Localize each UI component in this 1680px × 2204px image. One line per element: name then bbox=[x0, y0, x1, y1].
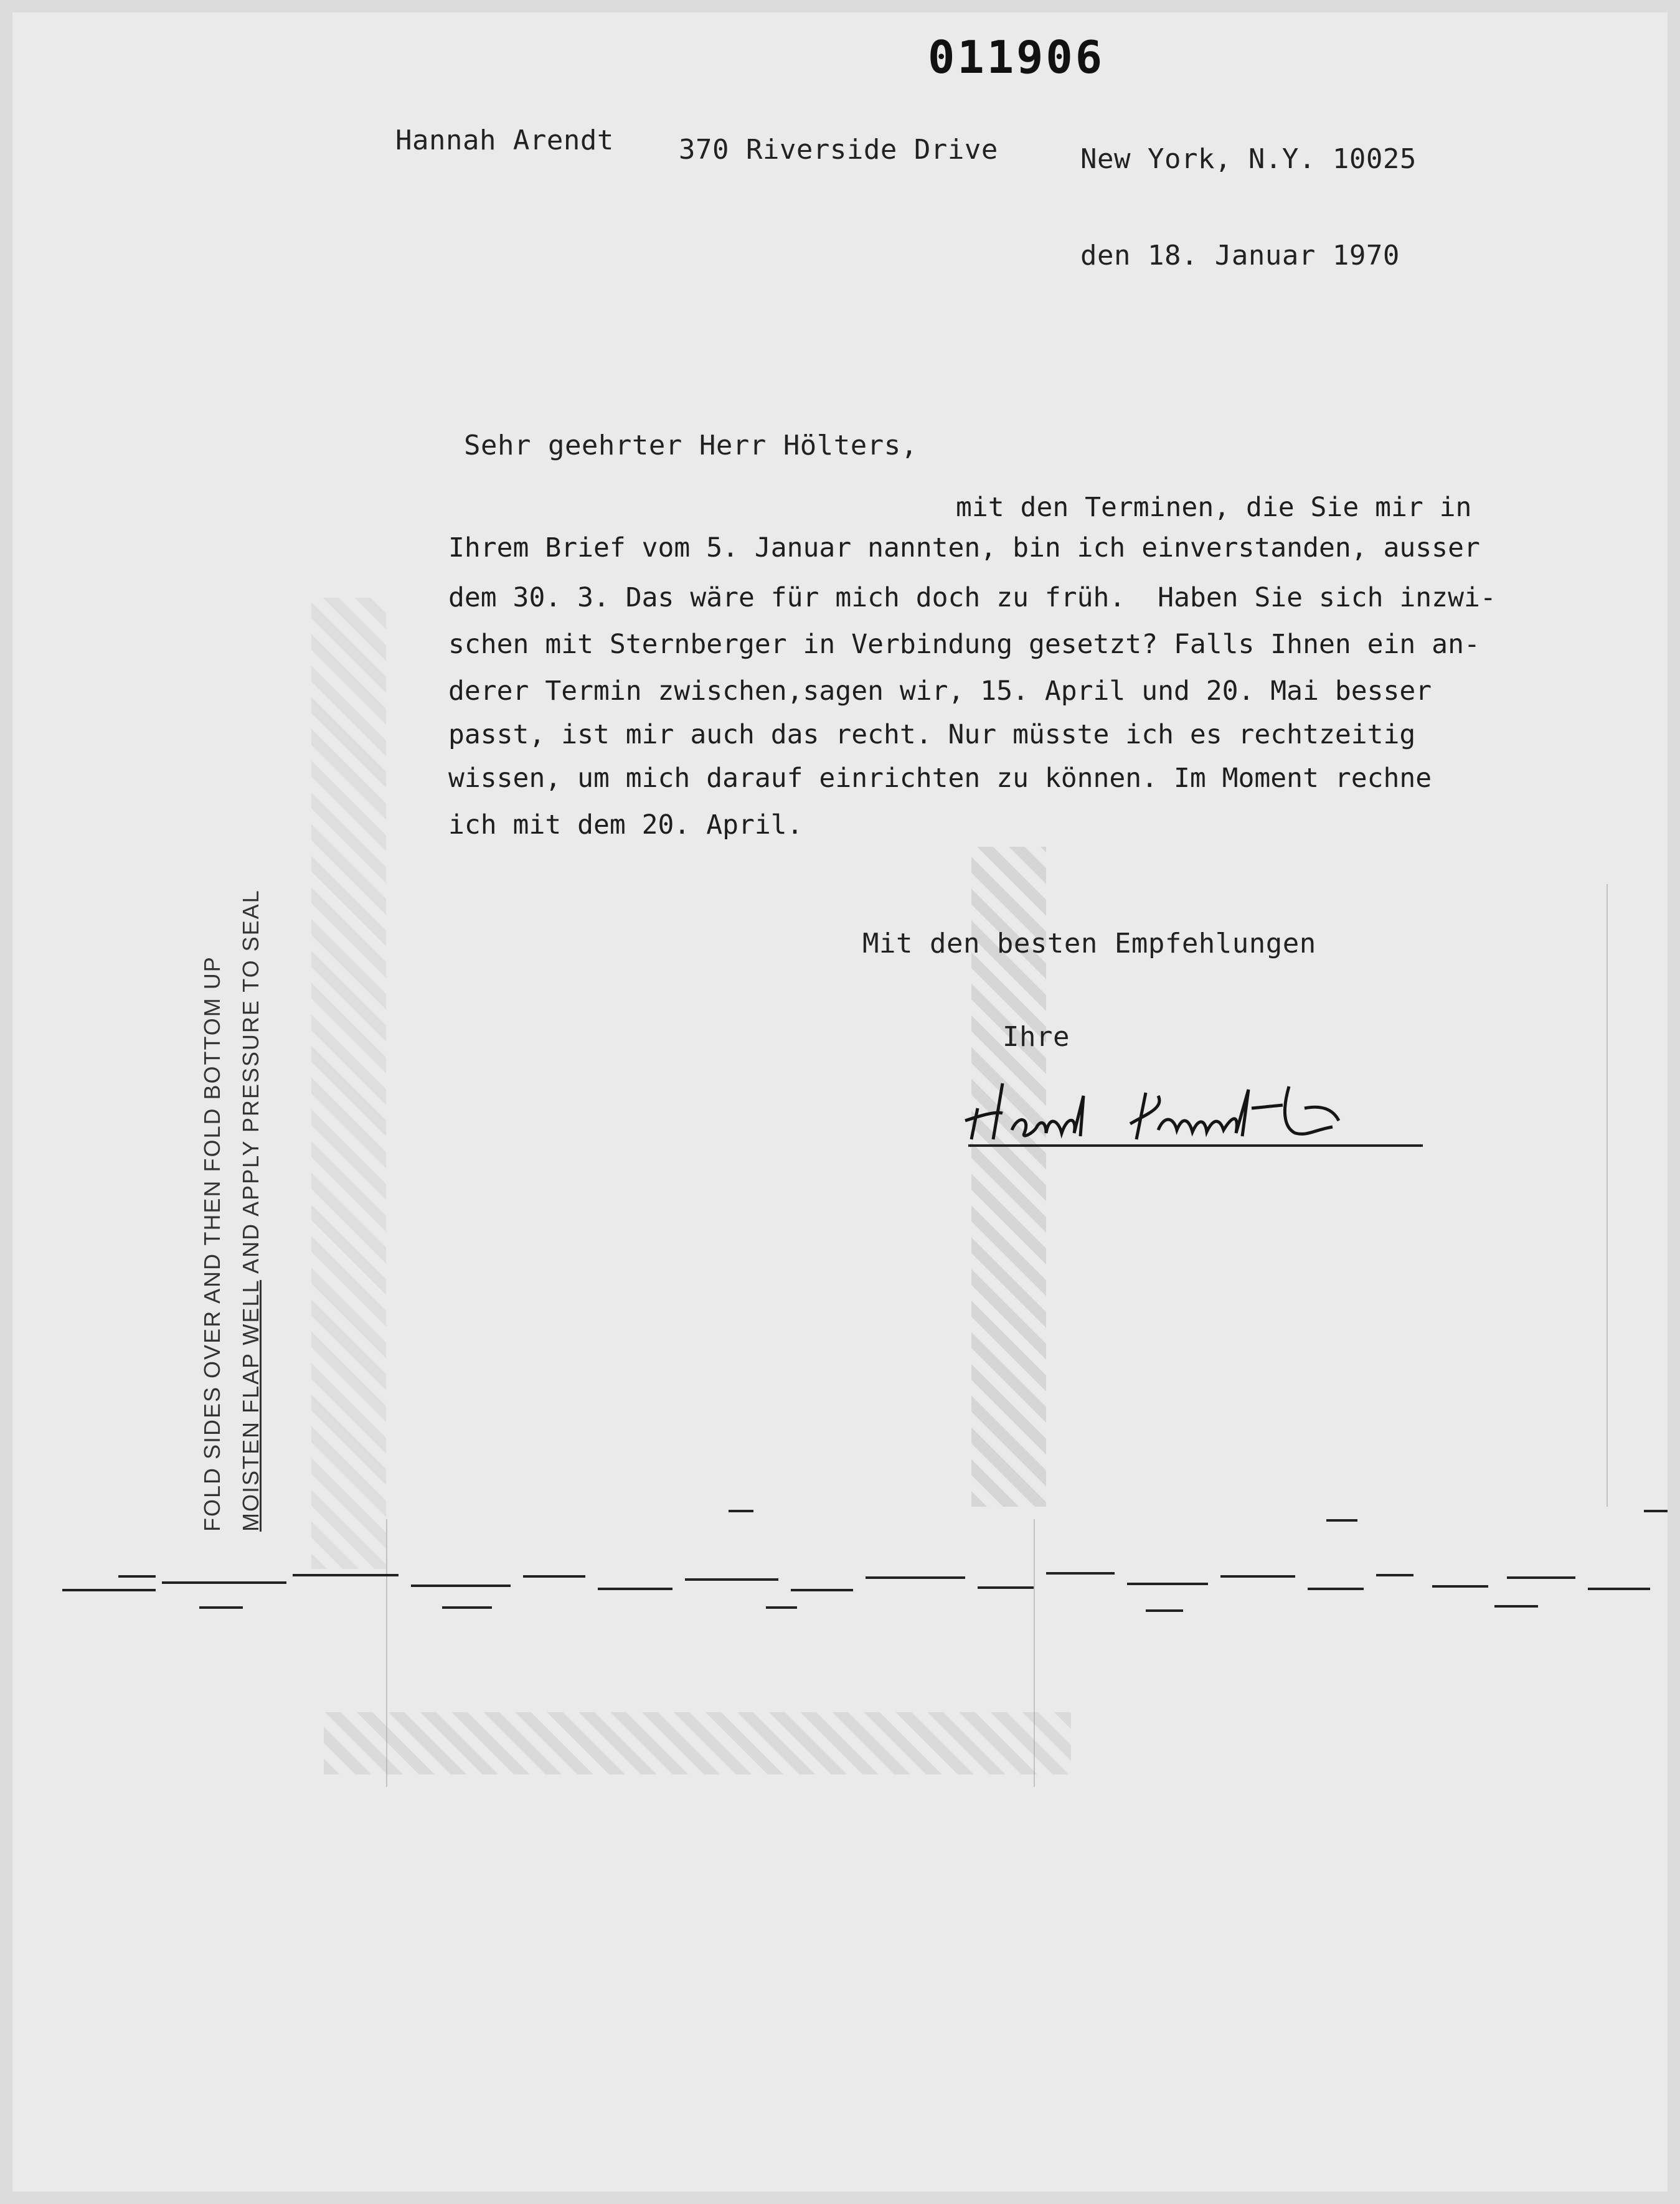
tear-line-dash bbox=[685, 1578, 778, 1581]
tear-line-dash bbox=[1494, 1605, 1538, 1608]
tear-line-dash bbox=[442, 1606, 492, 1609]
envelope-instructions bbox=[193, 889, 270, 1532]
tear-line-dash bbox=[523, 1575, 585, 1578]
salutation: Sehr geehrter Herr Hölters, bbox=[464, 430, 918, 461]
tear-line-dash bbox=[1127, 1583, 1208, 1585]
tear-line-dash bbox=[1376, 1574, 1413, 1576]
tear-line-dash bbox=[1644, 1510, 1668, 1512]
envelope-instruction-underlined: MOISTEN FLAP WELL bbox=[238, 1279, 263, 1532]
body-line: passt, ist mir auch das recht. Nur müsste ich es rechtzeitig bbox=[448, 719, 1416, 750]
tear-line-dash bbox=[199, 1606, 243, 1609]
envelope-instruction-rest: AND APPLY PRESSURE TO SEAL bbox=[238, 889, 263, 1280]
tear-line-dash bbox=[598, 1588, 672, 1590]
show-through-line bbox=[1607, 884, 1608, 1507]
show-through-stripe bbox=[311, 598, 386, 1569]
closing: Mit den besten Empfehlungen bbox=[862, 928, 1316, 959]
body-line: wissen, um mich darauf einrichten zu können. Im Moment rechne bbox=[448, 763, 1432, 794]
tear-line-dash bbox=[1588, 1588, 1650, 1590]
body-line: mit den Terminen, die Sie mir in bbox=[956, 492, 1472, 523]
tear-line-dash bbox=[1220, 1575, 1295, 1578]
body-line: Ihrem Brief vom 5. Januar nannten, bin ich einverstanden, ausser bbox=[448, 532, 1480, 563]
closing-word: Ihre bbox=[1003, 1021, 1070, 1053]
body-line: derer Termin zwischen,sagen wir, 15. April und 20. Mai besser bbox=[448, 676, 1432, 707]
letterhead-name: Hannah Arendt bbox=[395, 125, 614, 156]
letter-sheet bbox=[12, 12, 1668, 2192]
tear-line-dash bbox=[162, 1581, 286, 1584]
tear-line-dash bbox=[1507, 1576, 1575, 1579]
tear-line-dash bbox=[791, 1589, 853, 1591]
body-line: dem 30. 3. Das wäre für mich doch zu früh. Haben Sie sich inzwi- bbox=[448, 582, 1496, 613]
tear-line-dash bbox=[978, 1586, 1034, 1589]
envelope-instruction-line2 bbox=[232, 889, 270, 1532]
letter-date: den 18. Januar 1970 bbox=[1080, 240, 1400, 271]
envelope-instruction-line1: FOLD SIDES OVER AND THEN FOLD BOTTOM UP bbox=[199, 956, 225, 1532]
show-through-line bbox=[386, 1519, 387, 1787]
tear-line-dash bbox=[1308, 1588, 1364, 1590]
letterhead-street: 370 Riverside Drive bbox=[679, 134, 998, 166]
tear-line-dash bbox=[1432, 1585, 1488, 1588]
tear-line-dash bbox=[411, 1585, 511, 1587]
tear-line-dash bbox=[118, 1575, 156, 1578]
signature-underline bbox=[968, 1144, 1423, 1147]
letterhead-city: New York, N.Y. 10025 bbox=[1080, 143, 1417, 175]
body-line: ich mit dem 20. April. bbox=[448, 809, 803, 841]
tear-line-dash bbox=[766, 1606, 797, 1609]
tear-line-dash bbox=[1046, 1572, 1115, 1575]
show-through-stripe bbox=[324, 1712, 1071, 1774]
body-line: schen mit Sternberger in Verbindung gesetzt? Falls Ihnen ein an- bbox=[448, 629, 1480, 660]
tear-line-dash bbox=[62, 1589, 156, 1591]
tear-line-dash bbox=[866, 1576, 965, 1579]
tear-line-dash bbox=[293, 1574, 399, 1576]
tear-line-dash bbox=[729, 1510, 753, 1512]
document-number: 011906 bbox=[928, 31, 1105, 83]
show-through-line bbox=[1034, 1519, 1035, 1787]
tear-line-dash bbox=[1326, 1519, 1357, 1522]
tear-line-dash bbox=[1146, 1609, 1183, 1612]
signature bbox=[959, 1071, 1382, 1146]
